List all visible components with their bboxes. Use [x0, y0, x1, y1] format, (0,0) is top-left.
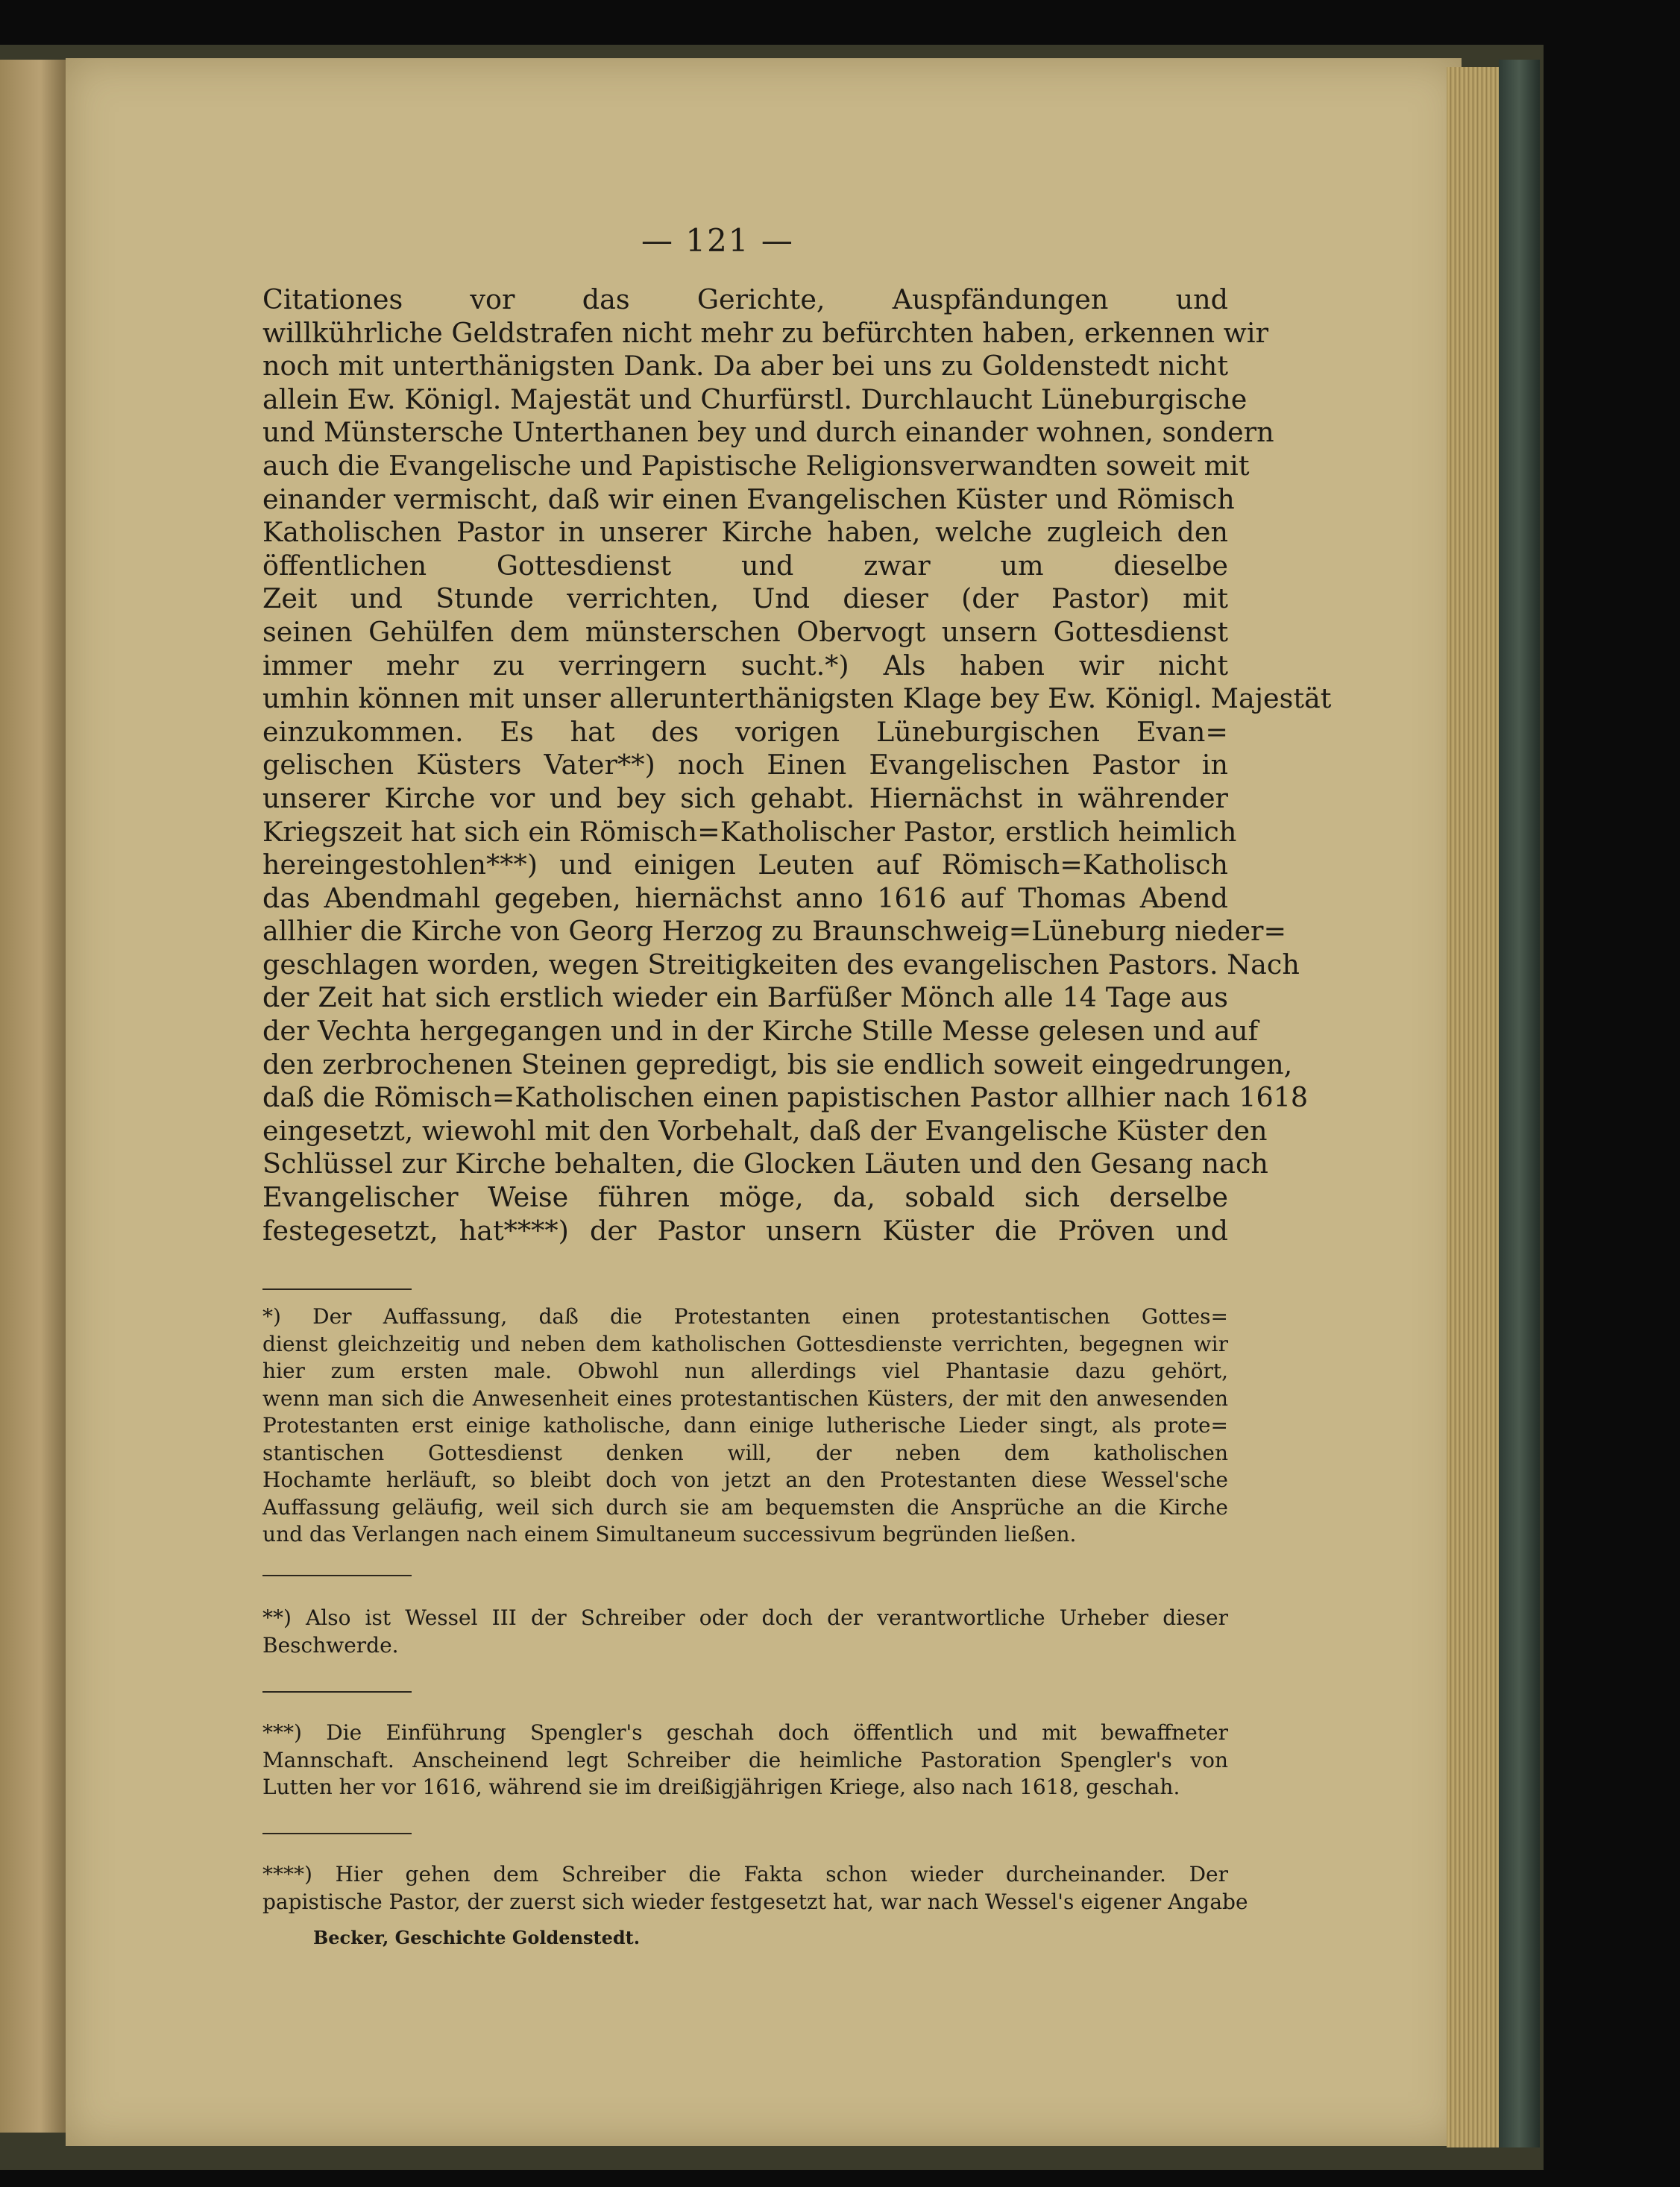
book-spine [1499, 60, 1540, 2147]
text-line: das Abendmahl gegeben, hiernächst anno 1616 auf Thomas Abend [262, 881, 1228, 914]
text-line: öffentlichen Gottesdienst und zwar um dieselbe [262, 549, 1228, 582]
footnote-line: und das Verlangen nach einem Simultaneum successivum begründen ließen. [262, 1522, 1077, 1546]
imprint: Becker, Geschichte Goldenstedt. [313, 1927, 641, 1948]
main-text [262, 283, 1332, 1247]
footnote-3 [262, 1719, 1228, 1801]
footnote-rule [262, 1833, 412, 1834]
footnote-line: Auffassung geläufig, weil sich durch sie am bequemsten die Ansprüche an die Kirche [262, 1494, 1228, 1520]
footnote-rule [262, 1575, 412, 1576]
footnote-rule [262, 1288, 412, 1290]
footnote-line: *) Der Auffassung, daß die Protestanten einen protestantischen Gottes= [262, 1304, 1228, 1329]
text-line: einander vermischt, daß wir einen Evangelischen Küster und Römisch [262, 482, 1235, 515]
footnote-line: wenn man sich die Anwesenheit eines protestantischen Küsters, der mit den anwesenden [262, 1385, 1228, 1411]
text-line: Schlüssel zur Kirche behalten, die Glocken Läuten und den Gesang nach [262, 1148, 1268, 1180]
text-line: allein Ew. Königl. Majestät und Churfürstl. Durchlaucht Lüneburgische [262, 383, 1248, 415]
text-line: seinen Gehülfen dem münsterschen Obervogt unsern Gottesdienst [262, 615, 1228, 648]
footnote-line: hier zum ersten male. Obwohl nun allerdings viel Phantasie dazu gehört, [262, 1359, 1228, 1383]
footnote-line: Mannschaft. Anscheinend legt Schreiber die heimliche Pastoration Spengler's von [262, 1747, 1228, 1772]
text-line: eingesetzt, wiewohl mit den Vorbehalt, daß der Evangelische Küster den [262, 1114, 1268, 1147]
text-line: Katholischen Pastor in unserer Kirche haben, welche zugleich den [262, 516, 1228, 549]
footnote-line: Protestanten erst einige katholische, dann einige lutherische Lieder singt, als prote= [262, 1413, 1228, 1438]
text-line: einzukommen. Es hat des vorigen Lüneburgischen Evan= [262, 715, 1228, 748]
text-line: geschlagen worden, wegen Streitigkeiten des evangelischen Pastors. Nach [262, 948, 1300, 981]
footnote-line: **) Also ist Wessel III der Schreiber oder doch der verantwortliche Urheber dieser [262, 1605, 1228, 1630]
left-page-edge [0, 60, 67, 2133]
text-line: unserer Kirche vor und bey sich gehabt. Hiernächst in währender [262, 781, 1228, 814]
text-line: und Münstersche Unterthanen bey und durch einander wohnen, sondern [262, 416, 1274, 449]
footnote-line: dienst gleichzeitig und neben dem katholischen Gottesdienste verrichten, begegnen wir [262, 1331, 1228, 1356]
footnote-line: Hochamte herläuft, so bleibt doch von jetzt an den Protestanten diese Wessel'sche [262, 1467, 1228, 1492]
text-line: allhier die Kirche von Georg Herzog zu Braunschweig=Lüneburg nieder= [262, 915, 1287, 948]
footnote-2 [262, 1605, 1228, 1659]
footnote-line: Lutten her vor 1616, während sie im dreißigjährigen Kriege, also nach 1618, geschah. [262, 1775, 1180, 1799]
text-line: der Zeit hat sich erstlich wieder ein Barfüßer Mönch alle 14 Tage aus [262, 981, 1228, 1014]
footnote-line: Beschwerde. [262, 1632, 399, 1658]
footnote-line: papistische Pastor, der zuerst sich wieder festgesetzt hat, war nach Wessel's eigener Angabe [262, 1889, 1248, 1914]
text-line: den zerbrochenen Steinen gepredigt, bis sie endlich soweit eingedrungen, [262, 1048, 1293, 1080]
text-line: der Vechta hergegangen und in der Kirche Stille Messe gelesen und auf [262, 1015, 1259, 1048]
footnote-line: ****) Hier gehen dem Schreiber die Fakta schon wieder durcheinander. Der [262, 1862, 1228, 1887]
footnote-4 [262, 1861, 1248, 1916]
page-number: — 121 — [641, 222, 794, 259]
text-line: Evangelischer Weise führen möge, da, sobald sich derselbe [262, 1181, 1228, 1214]
text-line: willkührliche Geldstrafen nicht mehr zu befürchten haben, erkennen wir [262, 316, 1269, 349]
text-line: Kriegszeit hat sich ein Römisch=Katholischer Pastor, erstlich heimlich [262, 815, 1237, 848]
text-line: immer mehr zu verringern sucht.*) Als haben wir nicht [262, 649, 1228, 682]
footnote-line: ***) Die Einführung Spengler's geschah doch öffentlich und mit bewaffneter [262, 1720, 1228, 1745]
text-line: auch die Evangelische und Papistische Religionsverwandten soweit mit [262, 449, 1250, 482]
page-edges [1447, 67, 1499, 2147]
text-line: hereingestohlen***) und einigen Leuten auf Römisch=Katholisch [262, 849, 1228, 881]
footnote-line: stantischen Gottesdienst denken will, der neben dem katholischen [262, 1440, 1228, 1465]
footnote-rule [262, 1691, 412, 1693]
text-line: daß die Römisch=Katholischen einen papistischen Pastor allhier nach 1618 [262, 1081, 1309, 1114]
text-line: Zeit und Stunde verrichten, Und dieser (der Pastor) mit [262, 582, 1228, 615]
footnote-1 [262, 1303, 1228, 1549]
text-line: festegesetzt, hat****) der Pastor unsern Küster die Pröven und [262, 1214, 1228, 1247]
text-line: Citationes vor das Gerichte, Auspfändungen und [262, 283, 1228, 315]
text-line: umhin können mit unser allerunterthänigsten Klage bey Ew. Königl. Majestät [262, 682, 1332, 715]
text-line: noch mit unterthänigsten Dank. Da aber bei uns zu Goldenstedt nicht [262, 350, 1228, 383]
text-line: gelischen Küsters Vater**) noch Einen Evangelischen Pastor in [262, 749, 1228, 781]
